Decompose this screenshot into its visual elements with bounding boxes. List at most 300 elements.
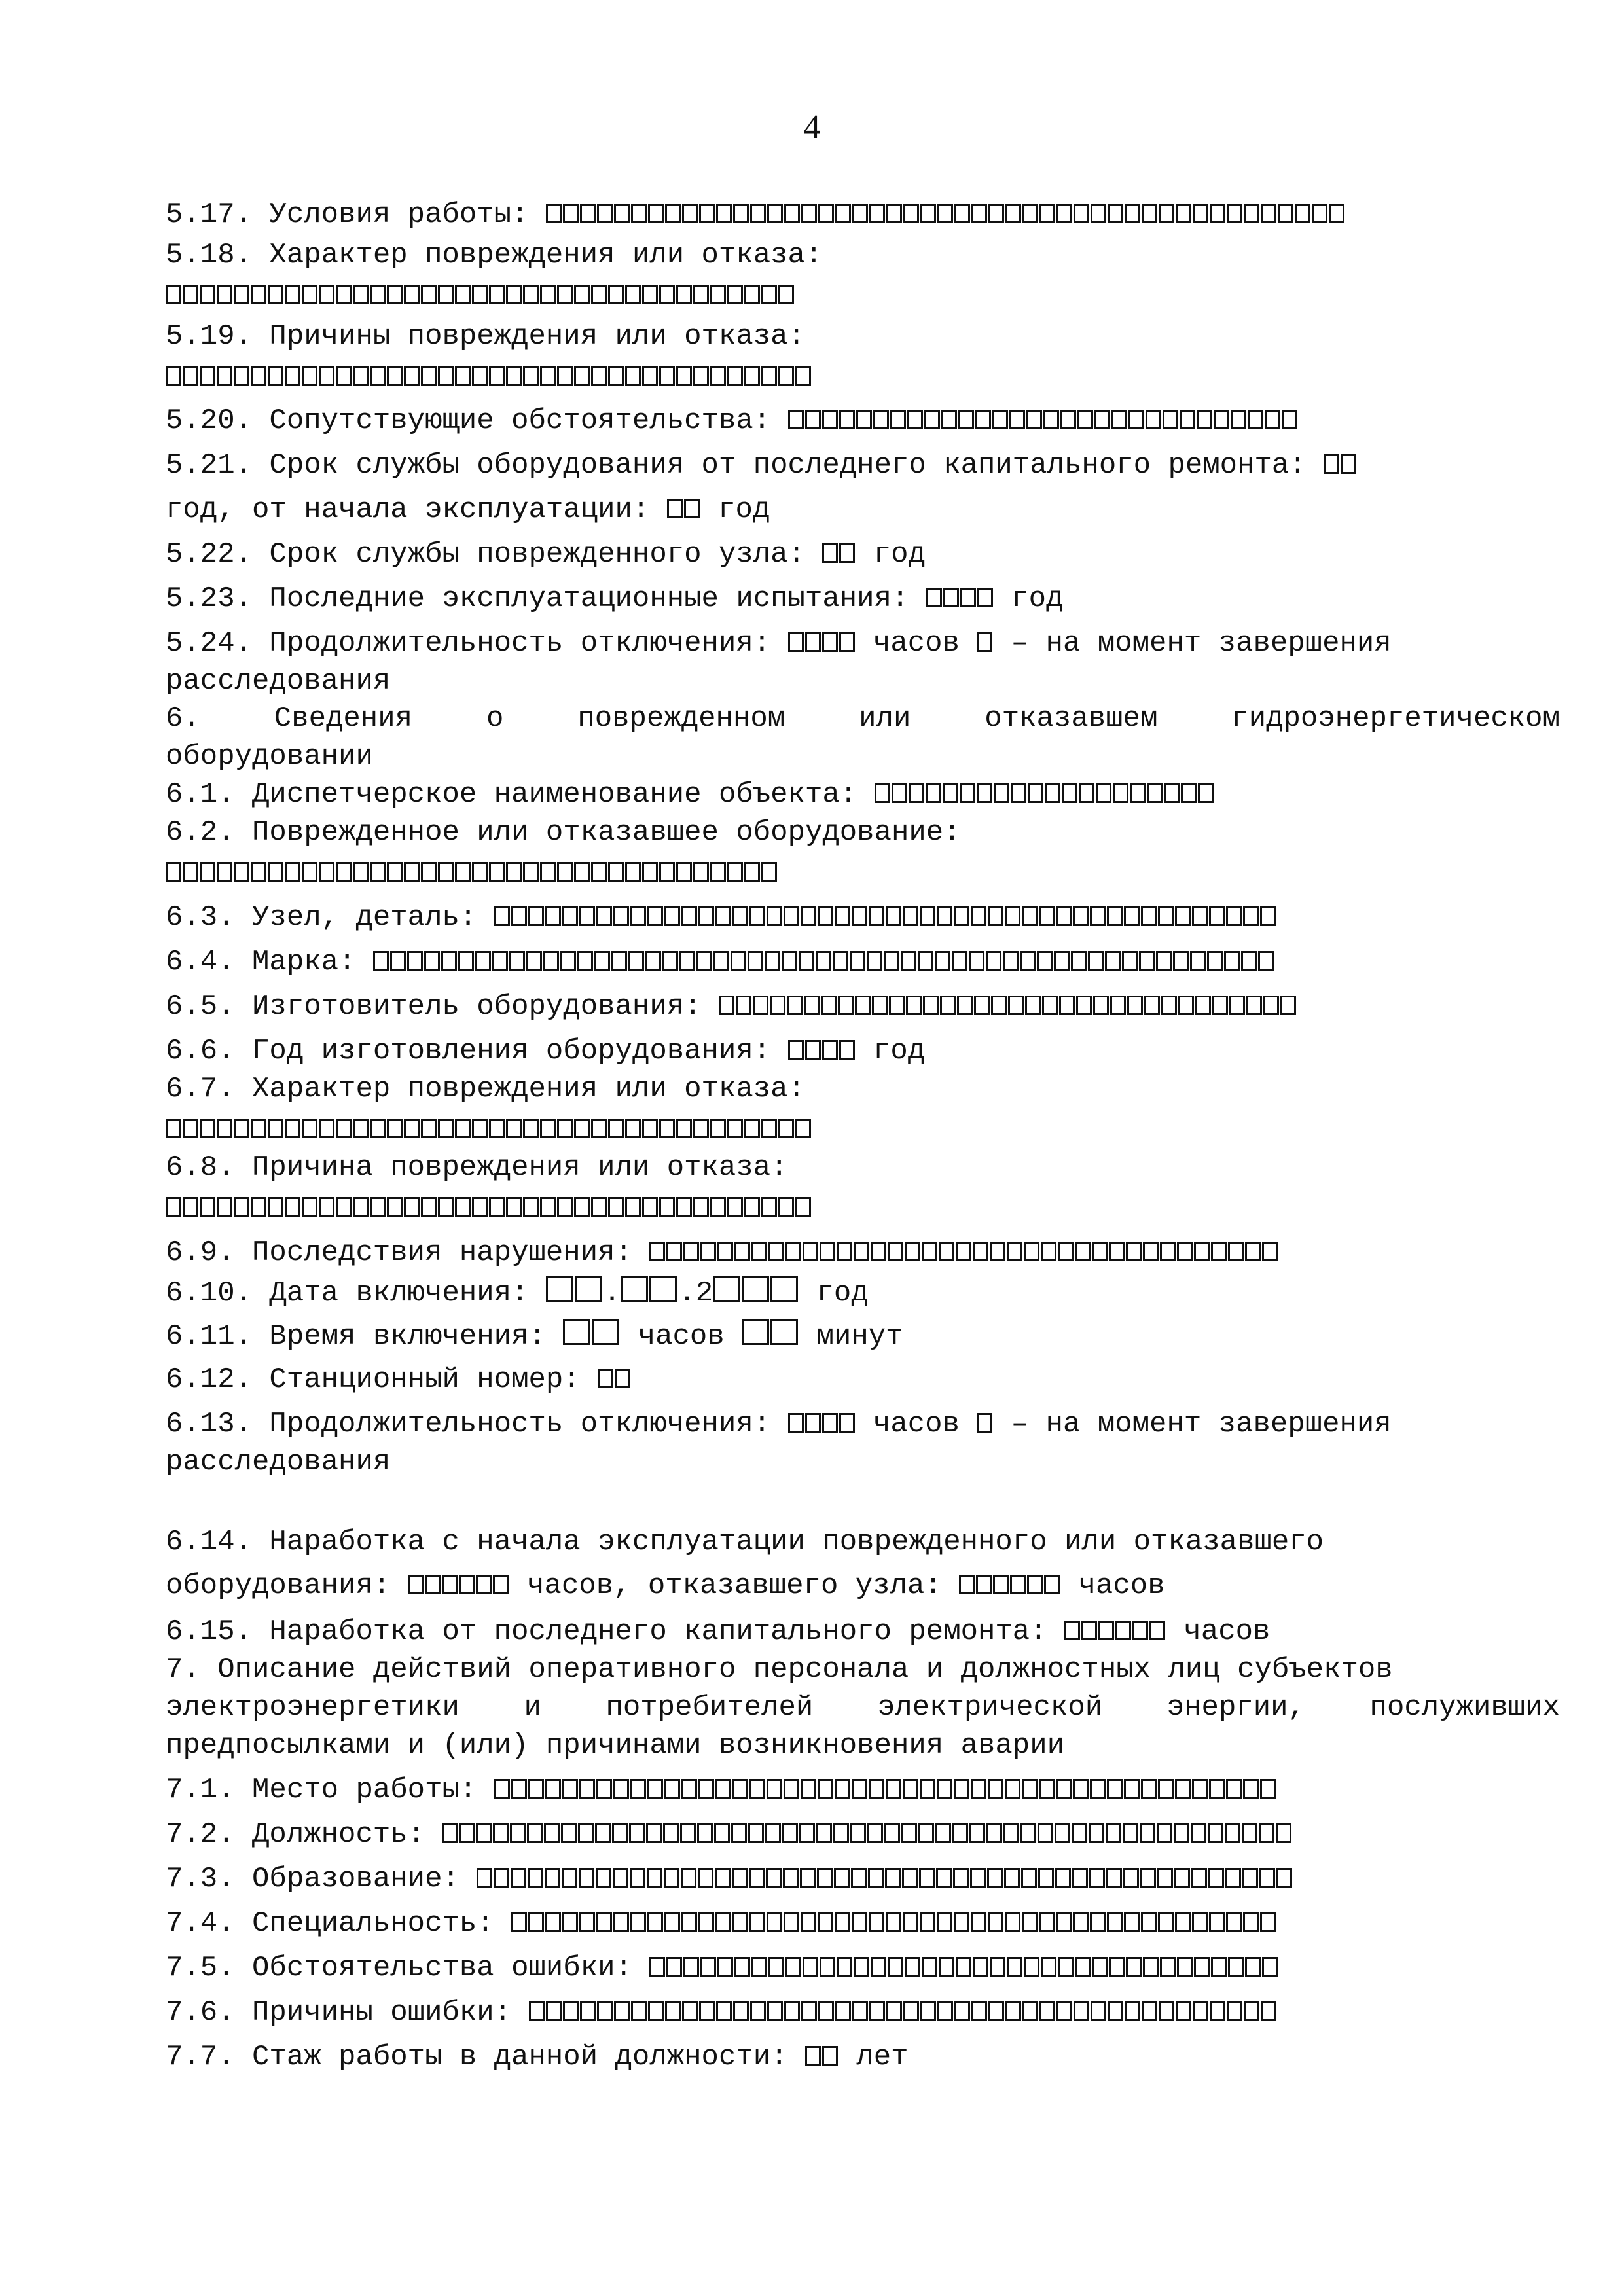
empty-box [455, 862, 471, 882]
empty-box [852, 1779, 867, 1799]
empty-box [1081, 1621, 1097, 1640]
empty-box [629, 1823, 645, 1843]
empty-box [642, 862, 658, 882]
empty-box [940, 996, 956, 1015]
empty-box [1242, 1868, 1258, 1888]
empty-box [1229, 996, 1245, 1015]
empty-box [1248, 410, 1263, 429]
document-line [166, 1149, 1560, 1186]
empty-box [166, 1119, 181, 1138]
line-suffix: часов [1061, 1570, 1165, 1602]
empty-box [943, 588, 959, 607]
empty-box [715, 1868, 731, 1888]
empty-box [646, 1823, 662, 1843]
empty-box [926, 588, 942, 607]
line-suffix: год [700, 493, 770, 526]
empty-box [939, 1242, 954, 1261]
form-field-boxes[interactable] [166, 857, 778, 889]
document-line [166, 447, 1560, 484]
empty-box [795, 1119, 811, 1138]
empty-box [1161, 996, 1177, 1015]
empty-box [1211, 1242, 1227, 1261]
empty-box [1039, 204, 1055, 223]
document-line [166, 1905, 1560, 1942]
empty-box [562, 906, 578, 926]
empty-box [665, 204, 681, 223]
document-line [166, 1071, 1560, 1107]
empty-box [1226, 1912, 1242, 1932]
empty-box [577, 951, 593, 971]
form-field-boxes[interactable] [875, 778, 1215, 811]
empty-box [837, 1242, 852, 1261]
empty-box [664, 1912, 680, 1932]
empty-box [459, 1823, 475, 1843]
line-suffix: – на момент завершения [994, 1408, 1392, 1441]
empty-box [545, 1912, 561, 1932]
empty-box [390, 951, 406, 971]
form-field-boxes[interactable] [166, 279, 795, 312]
empty-box [1157, 1823, 1172, 1843]
empty-box [1144, 996, 1160, 1015]
empty-box [234, 366, 249, 386]
form-field-boxes[interactable] [373, 946, 1275, 978]
empty-box [782, 1823, 798, 1843]
empty-box [528, 1779, 544, 1799]
empty-box [710, 285, 726, 304]
empty-box [700, 1242, 716, 1261]
empty-box [1140, 1823, 1155, 1843]
form-field-boxes[interactable] [529, 1996, 1278, 2029]
empty-box [682, 204, 698, 223]
empty-box [733, 2001, 749, 2021]
line-suffix: – на момент завершения [994, 627, 1392, 660]
empty-box [799, 951, 814, 971]
empty-box [659, 1197, 675, 1217]
empty-box [234, 1119, 249, 1138]
empty-box [680, 1823, 696, 1843]
empty-box [1037, 951, 1053, 971]
empty-box [1110, 996, 1126, 1015]
line-label: 6.15. Наработка от последнего капитального ремонта: [166, 1615, 1065, 1648]
empty-box [217, 1197, 232, 1217]
form-field-boxes[interactable] [742, 1320, 799, 1353]
empty-box [1276, 1823, 1291, 1843]
empty-box [873, 410, 889, 429]
empty-box [459, 1575, 475, 1594]
empty-box [183, 1197, 198, 1217]
form-field-boxes[interactable] [511, 1907, 1277, 1940]
empty-box [822, 543, 838, 563]
empty-box [855, 996, 871, 1015]
empty-box [1245, 1242, 1261, 1261]
empty-box [903, 2001, 919, 2021]
empty-box [1130, 783, 1146, 803]
empty-box [988, 1779, 1003, 1799]
empty-box [645, 951, 661, 971]
empty-box [683, 1242, 699, 1261]
empty-box [892, 783, 907, 803]
empty-box [818, 1912, 833, 1932]
empty-box [958, 410, 974, 429]
empty-box [596, 1779, 612, 1799]
empty-box [1226, 1779, 1242, 1799]
empty-box [835, 1779, 850, 1799]
empty-box [886, 2001, 902, 2021]
empty-box [477, 1868, 492, 1888]
form-field-boxes[interactable] [166, 361, 812, 393]
empty-box [778, 285, 794, 304]
empty-box [1260, 1779, 1276, 1799]
empty-box [909, 783, 924, 803]
empty-box [489, 1119, 505, 1138]
empty-box [1175, 1779, 1191, 1799]
empty-box [1072, 1868, 1088, 1888]
empty-box [494, 1779, 510, 1799]
empty-box [1242, 1823, 1257, 1843]
line-label: 6.5. Изготовитель оборудования: [166, 990, 719, 1023]
empty-box [953, 1868, 969, 1888]
form-field-boxes[interactable] [546, 198, 1346, 231]
empty-box [1055, 1823, 1070, 1843]
form-field-boxes[interactable] [649, 1236, 1279, 1269]
empty-box [1126, 1957, 1142, 1977]
empty-box [614, 2001, 630, 2021]
line-label: 7.5. Обстоятельства ошибки: [166, 1952, 650, 1984]
empty-box [803, 1957, 818, 1977]
document-line [166, 855, 1560, 891]
empty-box [625, 1119, 641, 1138]
empty-box [268, 862, 283, 882]
empty-box [528, 906, 544, 926]
form-field-boxes[interactable] [788, 1408, 856, 1441]
empty-box [1174, 1823, 1189, 1843]
line-label: 6.3. Узел, деталь: [166, 901, 494, 934]
form-field-boxes[interactable] [713, 1277, 799, 1310]
line-label: 5.21. Срок службы оборудования от последнего капитального ремонта: [166, 449, 1324, 482]
form-field-boxes[interactable] [788, 627, 856, 660]
empty-box [901, 951, 916, 971]
empty-box [597, 2001, 613, 2021]
form-field-boxes[interactable] [563, 1320, 621, 1353]
empty-box [647, 1779, 663, 1799]
empty-box [1212, 996, 1228, 1015]
empty-box [1028, 783, 1043, 803]
document-line [166, 1111, 1560, 1148]
empty-box [1124, 1912, 1140, 1932]
empty-box [784, 2001, 800, 2021]
empty-box [574, 366, 590, 386]
form-field-boxes[interactable] [494, 901, 1277, 934]
empty-box [839, 1040, 855, 1060]
form-field-boxes[interactable] [719, 990, 1297, 1023]
empty-box [943, 783, 958, 803]
empty-box [664, 1779, 680, 1799]
empty-box [1073, 906, 1089, 926]
empty-box [693, 1119, 709, 1138]
empty-box [1193, 2001, 1208, 2021]
empty-box [557, 366, 573, 386]
empty-box [903, 906, 918, 926]
empty-box [788, 1413, 804, 1433]
empty-box [664, 1868, 679, 1888]
empty-box [1225, 1823, 1240, 1843]
empty-box [839, 1413, 855, 1433]
empty-box [903, 204, 919, 223]
empty-box [1026, 410, 1042, 429]
empty-box [1125, 204, 1140, 223]
form-field-boxes[interactable] [546, 1277, 604, 1310]
empty-box [1227, 2001, 1242, 2021]
empty-box [1025, 996, 1041, 1015]
empty-box [285, 1119, 300, 1138]
empty-box [628, 951, 644, 971]
form-field-boxes[interactable] [788, 1035, 856, 1067]
empty-box [1024, 1242, 1039, 1261]
empty-box [649, 1276, 677, 1302]
empty-box [489, 366, 505, 386]
empty-box [1124, 1779, 1140, 1799]
document-line [166, 359, 1560, 395]
document-line [166, 2039, 1560, 2075]
line-label: 6.6. Год изготовления оборудования: [166, 1035, 788, 1067]
empty-box [1225, 1868, 1241, 1888]
empty-box [183, 862, 198, 882]
empty-box [421, 366, 437, 386]
empty-box [1098, 1621, 1114, 1640]
form-field-boxes[interactable] [442, 1818, 1293, 1851]
empty-box [977, 783, 992, 803]
empty-box [710, 862, 726, 882]
empty-box [591, 862, 607, 882]
form-field-boxes[interactable] [166, 1192, 812, 1225]
empty-box [935, 1823, 951, 1843]
empty-box [217, 366, 232, 386]
empty-box [817, 1868, 833, 1888]
empty-box [1059, 996, 1075, 1015]
empty-box [511, 906, 527, 926]
empty-box [854, 1242, 869, 1261]
empty-box [954, 906, 969, 926]
form-field-boxes[interactable] [926, 583, 994, 615]
empty-box [373, 951, 389, 971]
empty-box [1228, 1957, 1244, 1977]
empty-box [613, 906, 629, 926]
document-line [166, 1406, 1560, 1443]
empty-box [1163, 410, 1178, 429]
form-field-boxes[interactable] [477, 1863, 1293, 1895]
empty-box [936, 1868, 952, 1888]
document-line [166, 814, 1560, 851]
separator-text: . [603, 1277, 621, 1310]
empty-box [1128, 410, 1144, 429]
empty-box [750, 204, 766, 223]
empty-box [990, 1242, 1005, 1261]
empty-box [834, 1868, 850, 1888]
empty-box [251, 862, 266, 882]
empty-box [1092, 1242, 1108, 1261]
empty-box [736, 996, 751, 1015]
empty-box [1010, 1575, 1026, 1594]
form-field-boxes[interactable] [1324, 449, 1358, 482]
form-field-boxes[interactable] [788, 404, 1299, 437]
empty-box [977, 588, 993, 607]
empty-box [511, 1912, 527, 1932]
empty-box [1074, 2001, 1089, 2021]
form-field-boxes[interactable] [166, 1113, 812, 1146]
empty-box [988, 1912, 1003, 1932]
form-field-boxes[interactable] [621, 1277, 678, 1310]
empty-box [1045, 783, 1060, 803]
empty-box [922, 1957, 937, 1977]
empty-box [784, 906, 799, 926]
empty-box [1207, 951, 1223, 971]
empty-box [442, 1575, 458, 1594]
empty-box [1108, 2001, 1123, 2021]
empty-box [681, 1779, 697, 1799]
empty-box [527, 1823, 543, 1843]
empty-box [563, 204, 579, 223]
empty-box [511, 1868, 526, 1888]
empty-box [665, 2001, 681, 2021]
empty-box [959, 1575, 975, 1594]
form-field-boxes[interactable] [822, 538, 856, 571]
empty-box [835, 204, 851, 223]
empty-box [852, 1912, 867, 1932]
empty-box [1208, 1868, 1224, 1888]
form-field-boxes[interactable] [649, 1952, 1279, 1984]
empty-box [563, 1319, 590, 1345]
empty-box [562, 1868, 577, 1888]
form-field-boxes[interactable] [667, 493, 701, 526]
empty-box [1132, 1621, 1148, 1640]
empty-box [713, 1276, 740, 1302]
form-field-boxes[interactable] [805, 2041, 839, 2073]
empty-box [1244, 2001, 1259, 2021]
empty-box [183, 1119, 198, 1138]
form-field-boxes[interactable] [977, 627, 994, 660]
page-number: 4 [803, 109, 821, 146]
empty-box [475, 951, 491, 971]
empty-box [1071, 951, 1087, 971]
empty-box [988, 204, 1004, 223]
line-label: 5.22. Срок службы поврежденного узла: [166, 538, 823, 571]
empty-box [579, 1912, 595, 1932]
empty-box [666, 1957, 682, 1977]
document-line [166, 1190, 1560, 1227]
empty-box [302, 862, 317, 882]
empty-box [579, 1779, 595, 1799]
empty-box [956, 1242, 971, 1261]
document-line [166, 1524, 1560, 1560]
line-label: 5.18. Характер повреждения или отказа: [166, 239, 823, 272]
empty-box [1259, 1823, 1274, 1843]
empty-box [1076, 996, 1092, 1015]
empty-box [784, 1779, 799, 1799]
empty-box [1090, 906, 1106, 926]
empty-box [1022, 2001, 1038, 2021]
empty-box [699, 204, 715, 223]
empty-box [732, 1868, 748, 1888]
empty-box [1181, 783, 1197, 803]
empty-box [579, 1868, 594, 1888]
empty-box [676, 285, 692, 304]
empty-box [1197, 410, 1212, 429]
empty-box [575, 1276, 602, 1302]
empty-box [285, 1197, 300, 1217]
empty-box [200, 1197, 215, 1217]
empty-box [715, 1912, 731, 1932]
empty-box [975, 410, 991, 429]
empty-box [1055, 1868, 1071, 1888]
empty-box [778, 366, 794, 386]
form-field-boxes[interactable] [977, 1408, 994, 1441]
form-field-boxes[interactable] [598, 1363, 632, 1396]
line-label: 7.7. Стаж работы в данной должности: [166, 2041, 805, 2073]
empty-box [1194, 1242, 1210, 1261]
empty-box [973, 1957, 988, 1977]
empty-box [795, 366, 811, 386]
form-field-boxes[interactable] [408, 1570, 510, 1602]
empty-box [977, 1413, 992, 1433]
empty-box [939, 1957, 954, 1977]
empty-box [649, 1242, 665, 1261]
empty-box [767, 906, 782, 926]
empty-box [889, 996, 905, 1015]
empty-box [884, 951, 899, 971]
empty-box [441, 951, 457, 971]
empty-box [886, 1779, 901, 1799]
empty-box [767, 1779, 782, 1799]
empty-box [991, 996, 1007, 1015]
empty-box [268, 366, 283, 386]
empty-box [595, 1823, 611, 1843]
empty-box [852, 906, 867, 926]
empty-box [719, 996, 734, 1015]
empty-box [613, 1868, 628, 1888]
empty-box [659, 285, 675, 304]
empty-box [1211, 1957, 1227, 1977]
empty-box [714, 1823, 730, 1843]
empty-box [1022, 906, 1038, 926]
empty-box [1073, 1912, 1089, 1932]
form-field-boxes[interactable] [1064, 1615, 1166, 1648]
empty-box [805, 632, 821, 652]
form-field-boxes[interactable] [959, 1570, 1061, 1602]
empty-box [976, 1575, 992, 1594]
empty-box [850, 1823, 866, 1843]
empty-box [387, 366, 403, 386]
document-line [166, 1318, 1560, 1355]
empty-box [742, 1319, 769, 1345]
empty-box [988, 906, 1003, 926]
empty-box [596, 1868, 611, 1888]
empty-box [647, 1868, 662, 1888]
empty-box [1039, 906, 1055, 926]
empty-box [592, 1319, 619, 1345]
empty-box [506, 285, 522, 304]
empty-box [594, 951, 610, 971]
empty-box [918, 1823, 934, 1843]
line-label: 6.4. Марка: [166, 946, 373, 978]
empty-box [523, 285, 539, 304]
empty-box [822, 1040, 838, 1060]
document-line [166, 700, 1560, 737]
empty-box [1089, 1868, 1105, 1888]
empty-box [625, 862, 641, 882]
empty-box [579, 906, 595, 926]
empty-box [1079, 783, 1094, 803]
form-field-boxes[interactable] [494, 1774, 1277, 1806]
